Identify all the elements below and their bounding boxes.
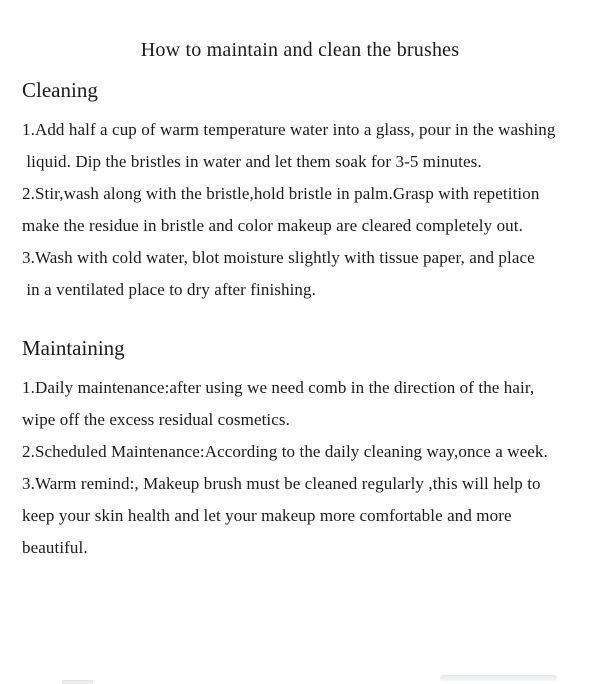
- section-heading-maintaining: Maintaining: [22, 336, 125, 360]
- maintaining-section-body: [0, 372, 600, 564]
- text-line: in a ventilated place to dry after finishing.: [22, 280, 316, 299]
- text-line: liquid. Dip the bristles in water and let them soak for 3-5 minutes.: [22, 152, 482, 171]
- text-line: wipe off the excess residual cosmetics.: [22, 410, 290, 429]
- section-heading-cleaning: Cleaning: [22, 78, 98, 102]
- text-line: 1.Add half a cup of warm temperature water into a glass, pour in the washing: [22, 120, 556, 139]
- text-line: 1.Daily maintenance:after using we need comb in the direction of the hair,: [22, 378, 535, 397]
- text-line: 2.Stir,wash along with the bristle,hold bristle in palm.Grasp with repetition: [22, 184, 540, 203]
- text-line: keep your skin health and let your makeup more comfortable and more: [22, 506, 512, 525]
- text-line: 3.Warm remind:, Makeup brush must be cleaned regularly ,this will help to: [22, 474, 541, 493]
- cutoff-element-left: [62, 680, 93, 684]
- text-line: 2.Scheduled Maintenance:According to the daily cleaning way,once a week.: [22, 442, 548, 461]
- page-title: How to maintain and clean the brushes: [140, 39, 460, 61]
- text-line: beautiful.: [22, 538, 88, 557]
- text-line: 3.Wash with cold water, blot moisture slightly with tissue paper, and place: [22, 248, 535, 267]
- text-line: make the residue in bristle and color makeup are cleared completely out.: [22, 216, 523, 235]
- cutoff-element-right: [440, 675, 557, 681]
- cleaning-section-body: [0, 114, 600, 306]
